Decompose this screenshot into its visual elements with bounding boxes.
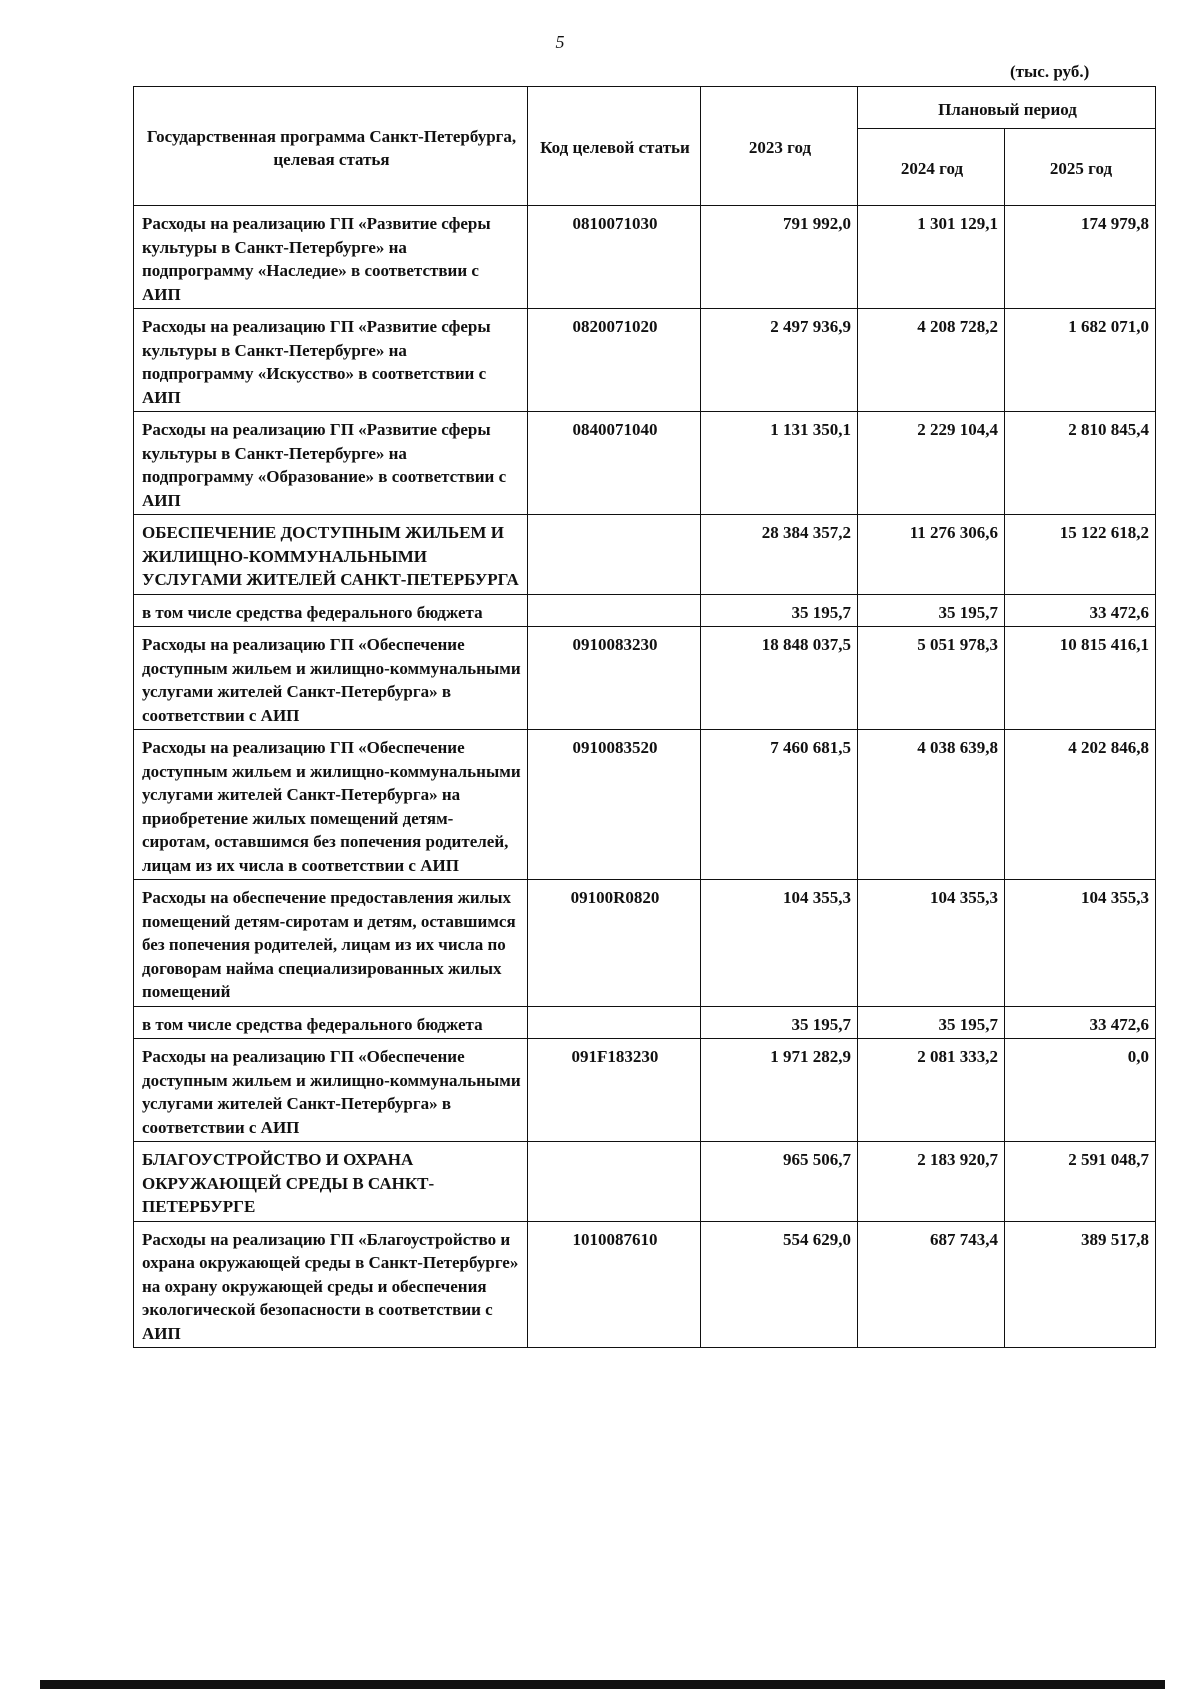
row-code: 0910083520 xyxy=(528,730,701,880)
row-value-2025: 389 517,8 xyxy=(1005,1221,1156,1348)
row-value-2025: 2 591 048,7 xyxy=(1005,1142,1156,1222)
units-label: (тыс. руб.) xyxy=(1010,62,1090,81)
row-name: Расходы на реализацию ГП «Обеспечение доступным жильем и жилищно-коммунальными услугами жителей Санкт-Петербурга» на приобретение жилых помещений детям-сиротам, оставшимся без попечения родителей, лицам из их числа в соответствии с АИП xyxy=(134,730,528,880)
row-code: 0820071020 xyxy=(528,309,701,412)
row-value-2023: 35 195,7 xyxy=(701,1006,858,1039)
row-value-2024: 4 208 728,2 xyxy=(858,309,1005,412)
row-value-2024: 1 301 129,1 xyxy=(858,206,1005,309)
row-value-2025: 1 682 071,0 xyxy=(1005,309,1156,412)
row-code: 0810071030 xyxy=(528,206,701,309)
row-name: Расходы на обеспечение предоставления жилых помещений детям-сиротам и детям, оставшимся без попечения родителей, лицам из их числа по договорам найма специализированных жилых помещений xyxy=(134,880,528,1007)
row-value-2023: 28 384 357,2 xyxy=(701,515,858,595)
header-code: Код целевой статьи xyxy=(528,87,701,206)
row-code: 09100R0820 xyxy=(528,880,701,1007)
table-row xyxy=(134,309,1156,412)
row-value-2024: 35 195,7 xyxy=(858,1006,1005,1039)
table-body xyxy=(134,206,1156,1348)
bottom-rule xyxy=(40,1680,1165,1689)
row-name: БЛАГОУСТРОЙСТВО И ОХРАНА ОКРУЖАЮЩЕЙ СРЕДЫ В САНКТ-ПЕТЕРБУРГЕ xyxy=(134,1142,528,1222)
row-value-2024: 2 183 920,7 xyxy=(858,1142,1005,1222)
table-row xyxy=(134,1006,1156,1039)
row-code: 091F183230 xyxy=(528,1039,701,1142)
row-name: Расходы на реализацию ГП «Развитие сферы культуры в Санкт-Петербурге» на подпрограмму «Наследие» в соответствии с АИП xyxy=(134,206,528,309)
row-value-2023: 35 195,7 xyxy=(701,594,858,627)
table-row xyxy=(134,206,1156,309)
row-value-2025: 174 979,8 xyxy=(1005,206,1156,309)
row-code: 1010087610 xyxy=(528,1221,701,1348)
row-code xyxy=(528,1006,701,1039)
row-value-2023: 965 506,7 xyxy=(701,1142,858,1222)
row-name: Расходы на реализацию ГП «Обеспечение доступным жильем и жилищно-коммунальными услугами жителей Санкт-Петербурга» в соответствии с АИП xyxy=(134,1039,528,1142)
row-value-2025: 4 202 846,8 xyxy=(1005,730,1156,880)
row-code xyxy=(528,594,701,627)
row-value-2023: 2 497 936,9 xyxy=(701,309,858,412)
table-row xyxy=(134,1221,1156,1348)
table-row xyxy=(134,627,1156,730)
row-value-2025: 33 472,6 xyxy=(1005,594,1156,627)
table-row xyxy=(134,1039,1156,1142)
row-name: Расходы на реализацию ГП «Благоустройство и охрана окружающей среды в Санкт-Петербурге» на охрану окружающей среды и обеспечения экологической безопасности в соответствии с АИП xyxy=(134,1221,528,1348)
row-value-2025: 10 815 416,1 xyxy=(1005,627,1156,730)
row-value-2024: 35 195,7 xyxy=(858,594,1005,627)
row-value-2024: 11 276 306,6 xyxy=(858,515,1005,595)
table-row xyxy=(134,412,1156,515)
row-name: Расходы на реализацию ГП «Обеспечение доступным жильем и жилищно-коммунальными услугами жителей Санкт-Петербурга» в соответствии с АИП xyxy=(134,627,528,730)
row-value-2023: 791 992,0 xyxy=(701,206,858,309)
header-year-2025: 2025 год xyxy=(1005,128,1156,205)
row-value-2024: 104 355,3 xyxy=(858,880,1005,1007)
row-value-2025: 0,0 xyxy=(1005,1039,1156,1142)
row-value-2024: 4 038 639,8 xyxy=(858,730,1005,880)
row-code xyxy=(528,1142,701,1222)
row-value-2025: 2 810 845,4 xyxy=(1005,412,1156,515)
table-header-row xyxy=(134,87,1156,129)
row-value-2023: 554 629,0 xyxy=(701,1221,858,1348)
row-name: Расходы на реализацию ГП «Развитие сферы культуры в Санкт-Петербурге» на подпрограмму «Образование» в соответствии с АИП xyxy=(134,412,528,515)
row-name: в том числе средства федерального бюджета xyxy=(134,1006,528,1039)
row-value-2024: 5 051 978,3 xyxy=(858,627,1005,730)
budget-table xyxy=(133,86,1156,1348)
header-year-2023: 2023 год xyxy=(701,87,858,206)
row-value-2024: 2 229 104,4 xyxy=(858,412,1005,515)
row-value-2023: 104 355,3 xyxy=(701,880,858,1007)
row-value-2024: 2 081 333,2 xyxy=(858,1039,1005,1142)
row-name: в том числе средства федерального бюджета xyxy=(134,594,528,627)
row-value-2024: 687 743,4 xyxy=(858,1221,1005,1348)
row-value-2025: 104 355,3 xyxy=(1005,880,1156,1007)
header-program: Государственная программа Санкт-Петербурга, целевая статья xyxy=(134,87,528,206)
row-name: ОБЕСПЕЧЕНИЕ ДОСТУПНЫМ ЖИЛЬЕМ И ЖИЛИЩНО-КОММУНАЛЬНЫМИ УСЛУГАМИ ЖИТЕЛЕЙ САНКТ-ПЕТЕРБУРГА xyxy=(134,515,528,595)
header-year-2024: 2024 год xyxy=(858,128,1005,205)
table-row xyxy=(134,1142,1156,1222)
row-value-2023: 1 131 350,1 xyxy=(701,412,858,515)
header-planned-period: Плановый период xyxy=(858,87,1156,129)
row-name: Расходы на реализацию ГП «Развитие сферы культуры в Санкт-Петербурге» на подпрограмму «Искусство» в соответствии с АИП xyxy=(134,309,528,412)
row-value-2023: 18 848 037,5 xyxy=(701,627,858,730)
row-code xyxy=(528,515,701,595)
row-value-2023: 7 460 681,5 xyxy=(701,730,858,880)
table-row xyxy=(134,515,1156,595)
row-value-2023: 1 971 282,9 xyxy=(701,1039,858,1142)
row-code: 0910083230 xyxy=(528,627,701,730)
row-value-2025: 15 122 618,2 xyxy=(1005,515,1156,595)
row-value-2025: 33 472,6 xyxy=(1005,1006,1156,1039)
table-row xyxy=(134,594,1156,627)
table-row xyxy=(134,730,1156,880)
table-row xyxy=(134,880,1156,1007)
page-number: 5 xyxy=(555,32,565,52)
row-code: 0840071040 xyxy=(528,412,701,515)
